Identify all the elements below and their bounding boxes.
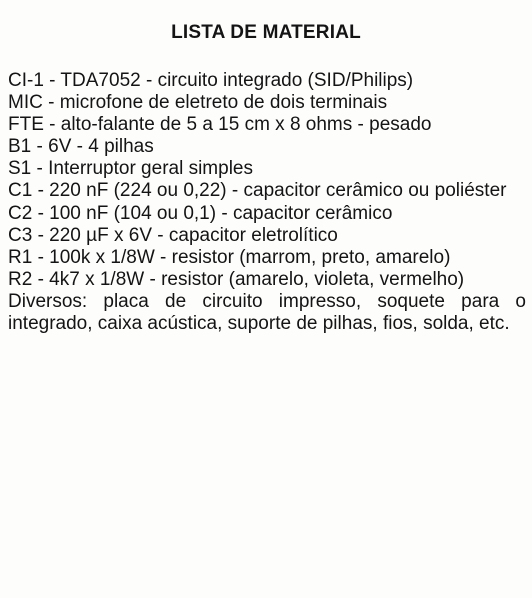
list-item-r2: R2 - 4k7 x 1/8W - resistor (amarelo, violeta, vermelho) bbox=[8, 268, 465, 290]
list-item-r1: R1 - 100k x 1/8W - resistor (marrom, preto, amarelo) bbox=[8, 246, 451, 268]
list-item-diversos: Diversos: placa de circuito impresso, soquete para o integrado, caixa acústica, suporte de pilhas, fios, solda, etc. bbox=[8, 290, 526, 335]
list-item-fte: FTE - alto-falante de 5 a 15 cm x 8 ohms - pesado bbox=[8, 114, 432, 136]
list-item-b1: B1 - 6V - 4 pilhas bbox=[8, 136, 154, 158]
list-item-c2: C2 - 100 nF (104 ou 0,1) - capacitor cerâmico bbox=[8, 202, 393, 224]
material-list bbox=[8, 70, 526, 335]
list-item-c1: C1 - 220 nF (224 ou 0,22) - capacitor cerâmico ou poliéster bbox=[8, 180, 507, 202]
page-title: LISTA DE MATERIAL bbox=[171, 22, 361, 43]
list-item-mic: MIC - microfone de eletreto de dois terminais bbox=[8, 92, 388, 114]
list-item-ci1: CI-1 - TDA7052 - circuito integrado (SID/Philips) bbox=[8, 70, 414, 91]
list-item-c3: C3 - 220 µF x 6V - capacitor eletrolítico bbox=[8, 224, 338, 246]
list-item-s1: S1 - Interruptor geral simples bbox=[8, 158, 253, 180]
